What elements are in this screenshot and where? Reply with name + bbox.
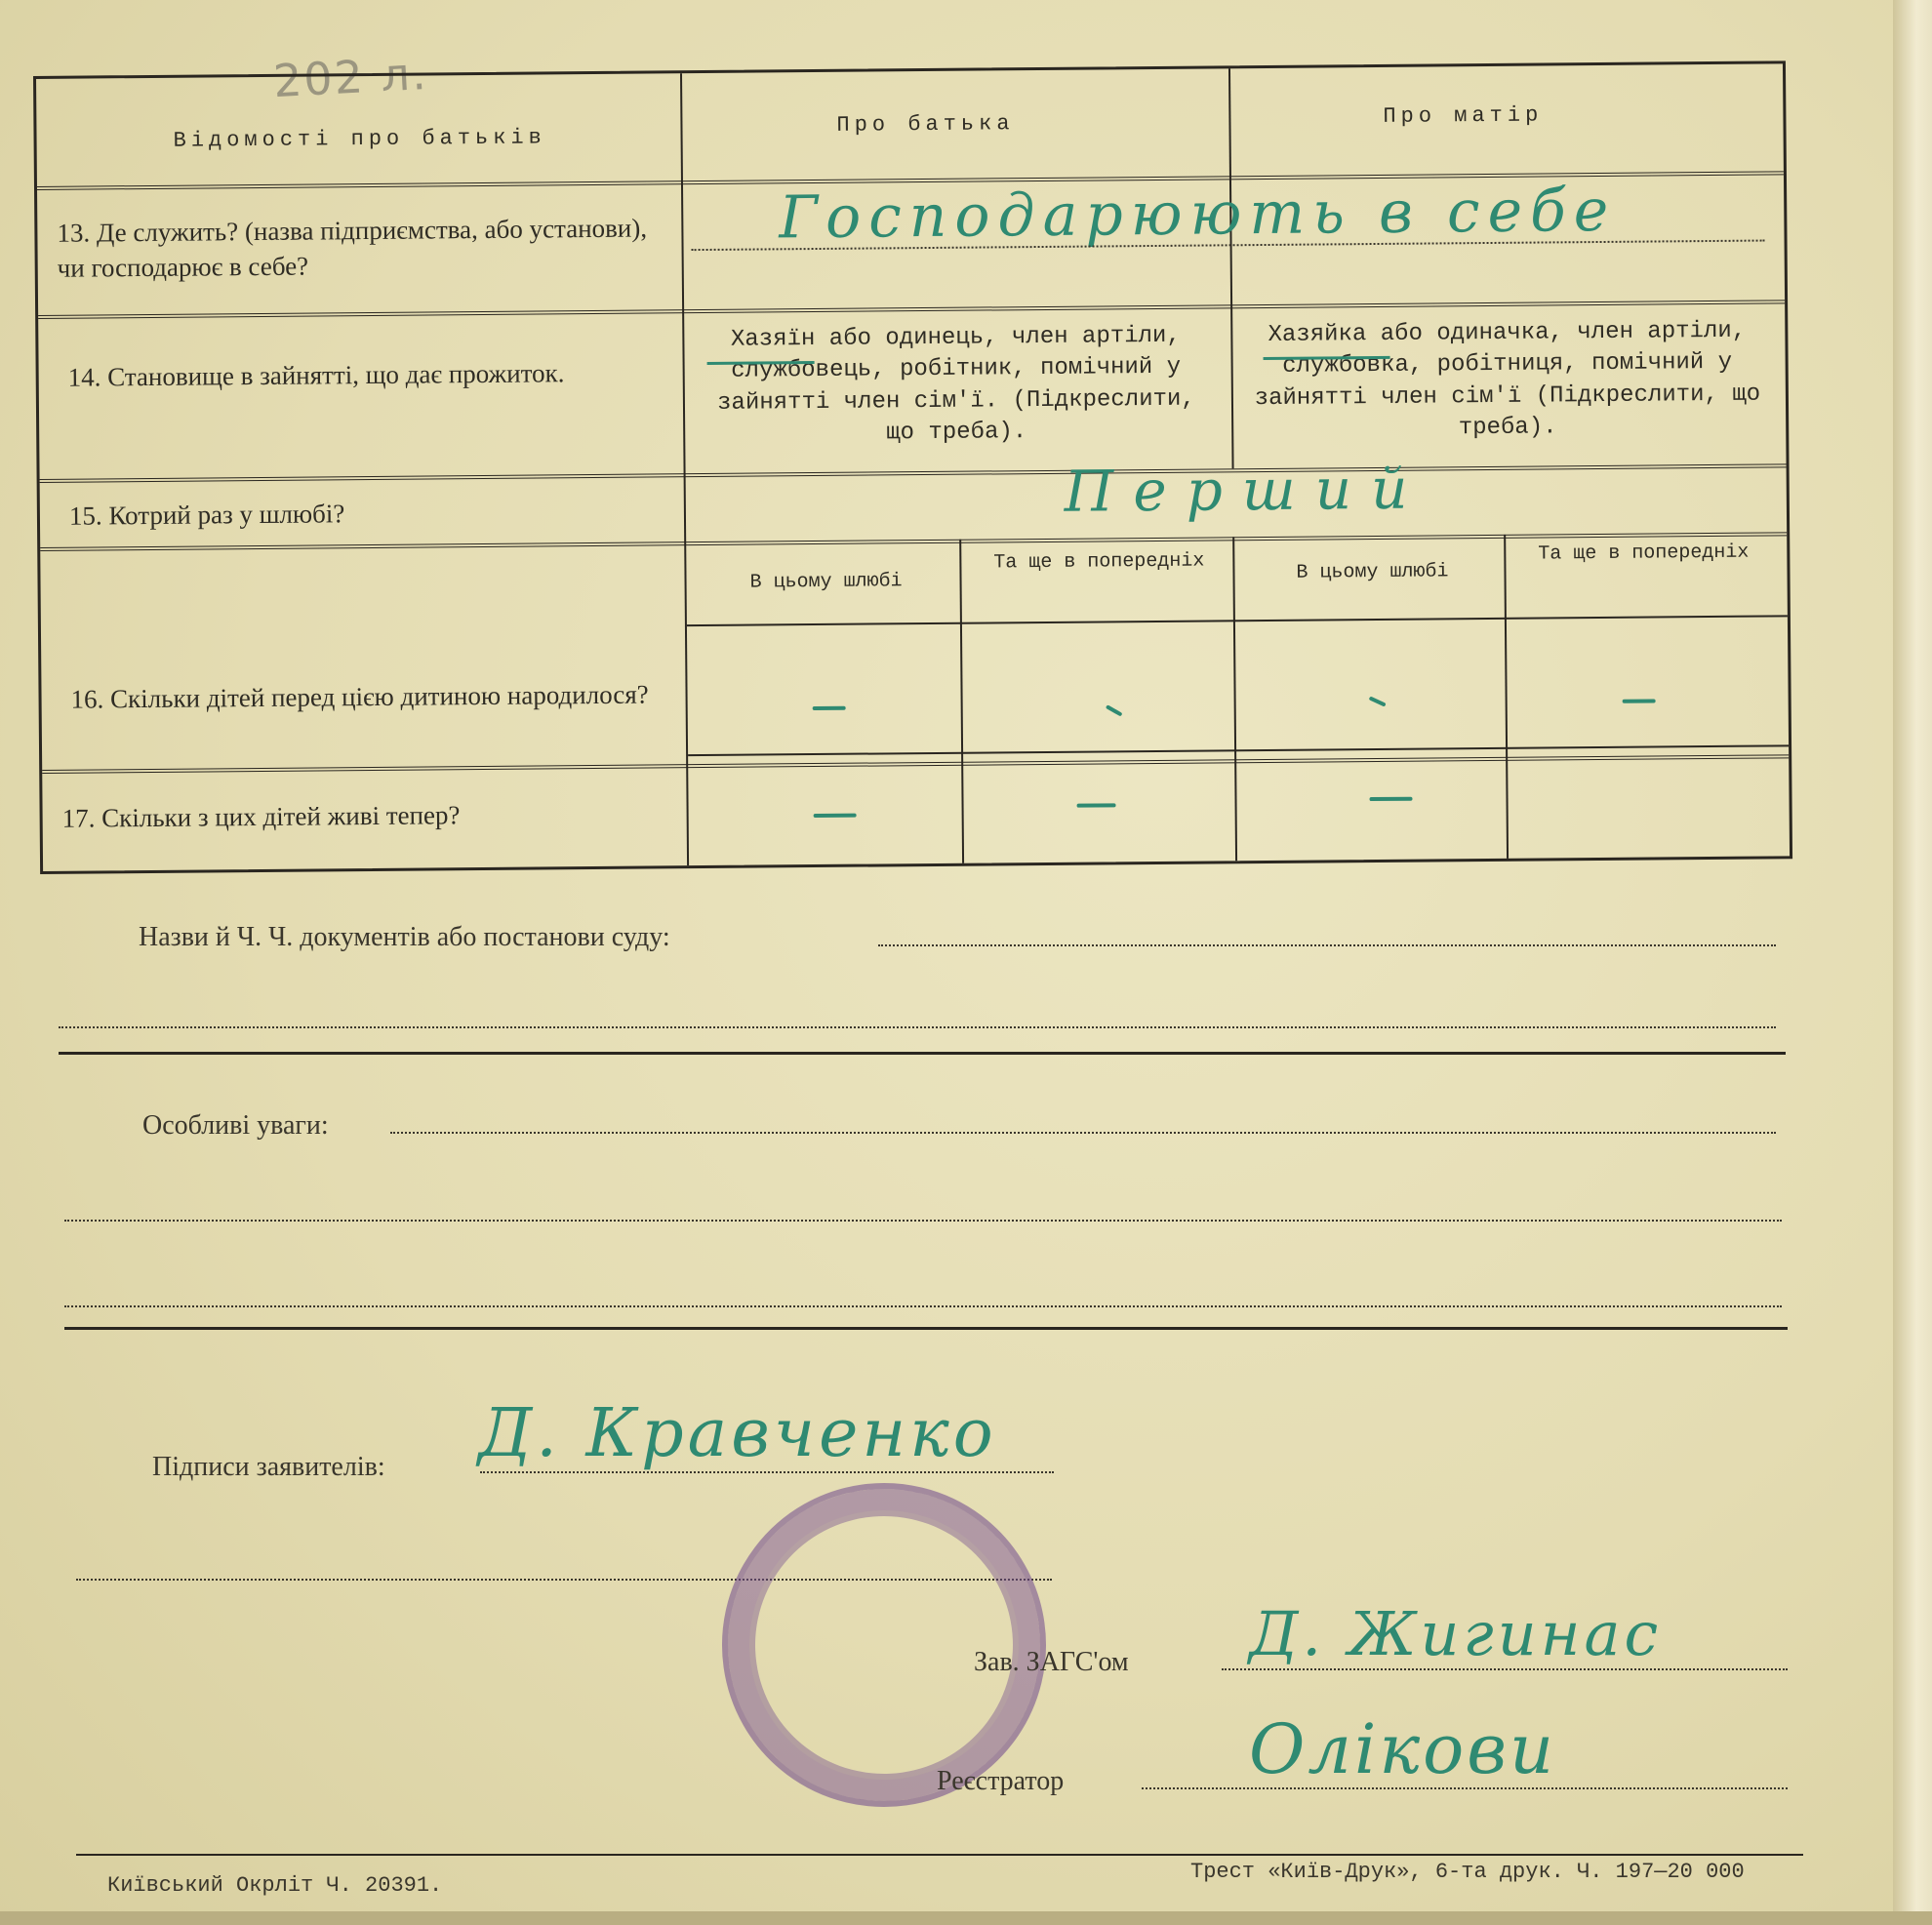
zags-head-signature: Д. Жигинас bbox=[1249, 1598, 1663, 1669]
q16-father-previous-dash bbox=[1106, 704, 1123, 716]
footer-right-imprint: Трест «Київ-Друк», 6-та друк. Ч. 197—20 000 bbox=[1190, 1860, 1745, 1884]
q17-mother-this-dash bbox=[1370, 797, 1413, 801]
subheader-father-previous: Та ще в попередніх bbox=[993, 549, 1205, 575]
question-15-answer: Перший bbox=[1064, 455, 1428, 525]
question-13-father-answer: Господарюють в себе bbox=[778, 176, 1617, 253]
question-14-father-options: Хазяїн або одинець, член артіли, службовець, робітник, помічний у зайнятті член сім'ї. (Підкреслити, що треба). bbox=[716, 322, 1195, 447]
question-14-label: 14. Становище в зайнятті, що дає прожиток. bbox=[67, 358, 565, 392]
documents-label: Назви й Ч. Ч. документів або постанови суду: bbox=[139, 922, 670, 952]
subheader-mother-this-marriage: В цьому шлюбі bbox=[1296, 560, 1449, 584]
q16-mother-previous-dash bbox=[1623, 700, 1656, 703]
page-edge bbox=[1893, 0, 1932, 1925]
subheader-father-this-marriage: В цьому шлюбі bbox=[749, 570, 903, 594]
applicants-signature-label: Підписи заявителів: bbox=[152, 1452, 385, 1482]
registrar-signature: Олікови bbox=[1249, 1709, 1557, 1789]
header-father: Про батька bbox=[836, 111, 1015, 138]
subheader-mother-previous: Та ще в попередніх bbox=[1538, 541, 1750, 566]
header-parents-info: Відомості про батьків bbox=[173, 125, 546, 153]
header-mother: Про матір bbox=[1383, 102, 1544, 129]
zags-head-label: Зав. ЗАГС'ом bbox=[974, 1647, 1129, 1677]
parents-info-table bbox=[33, 60, 1792, 874]
question-15-label: 15. Котрий раз у шлюбі? bbox=[68, 499, 345, 531]
footer-left-imprint: Київський Окрліт Ч. 20391. bbox=[107, 1873, 443, 1898]
question-16-label: 16. Скільки дітей перед цією дитиною народилося? bbox=[70, 679, 649, 714]
page-bottom-edge bbox=[0, 1911, 1932, 1925]
registrar-label: Реєстратор bbox=[937, 1766, 1065, 1796]
q16-father-this-dash bbox=[813, 706, 846, 710]
question-14-mother-options: Хазяйка або одиначка, член артіли, службовка, робітниця, помічний у зайнятті член сім'ї (Підкреслити, що треба). bbox=[1254, 317, 1761, 442]
pencil-page-note: 202 л. bbox=[271, 46, 429, 108]
q16-mother-this-dash bbox=[1369, 696, 1387, 706]
remarks-label: Особливі уваги: bbox=[142, 1110, 329, 1141]
applicant-signature: Д. Кравченко bbox=[478, 1395, 997, 1472]
question-13-label: 13. Де служить? (назва підприємства, або установи), чи господарює в себе? bbox=[57, 213, 648, 284]
question-17-label: 17. Скільки з цих дітей живі тепер? bbox=[61, 800, 461, 833]
q17-father-this-dash bbox=[814, 814, 857, 818]
q17-father-previous-dash bbox=[1077, 803, 1116, 807]
